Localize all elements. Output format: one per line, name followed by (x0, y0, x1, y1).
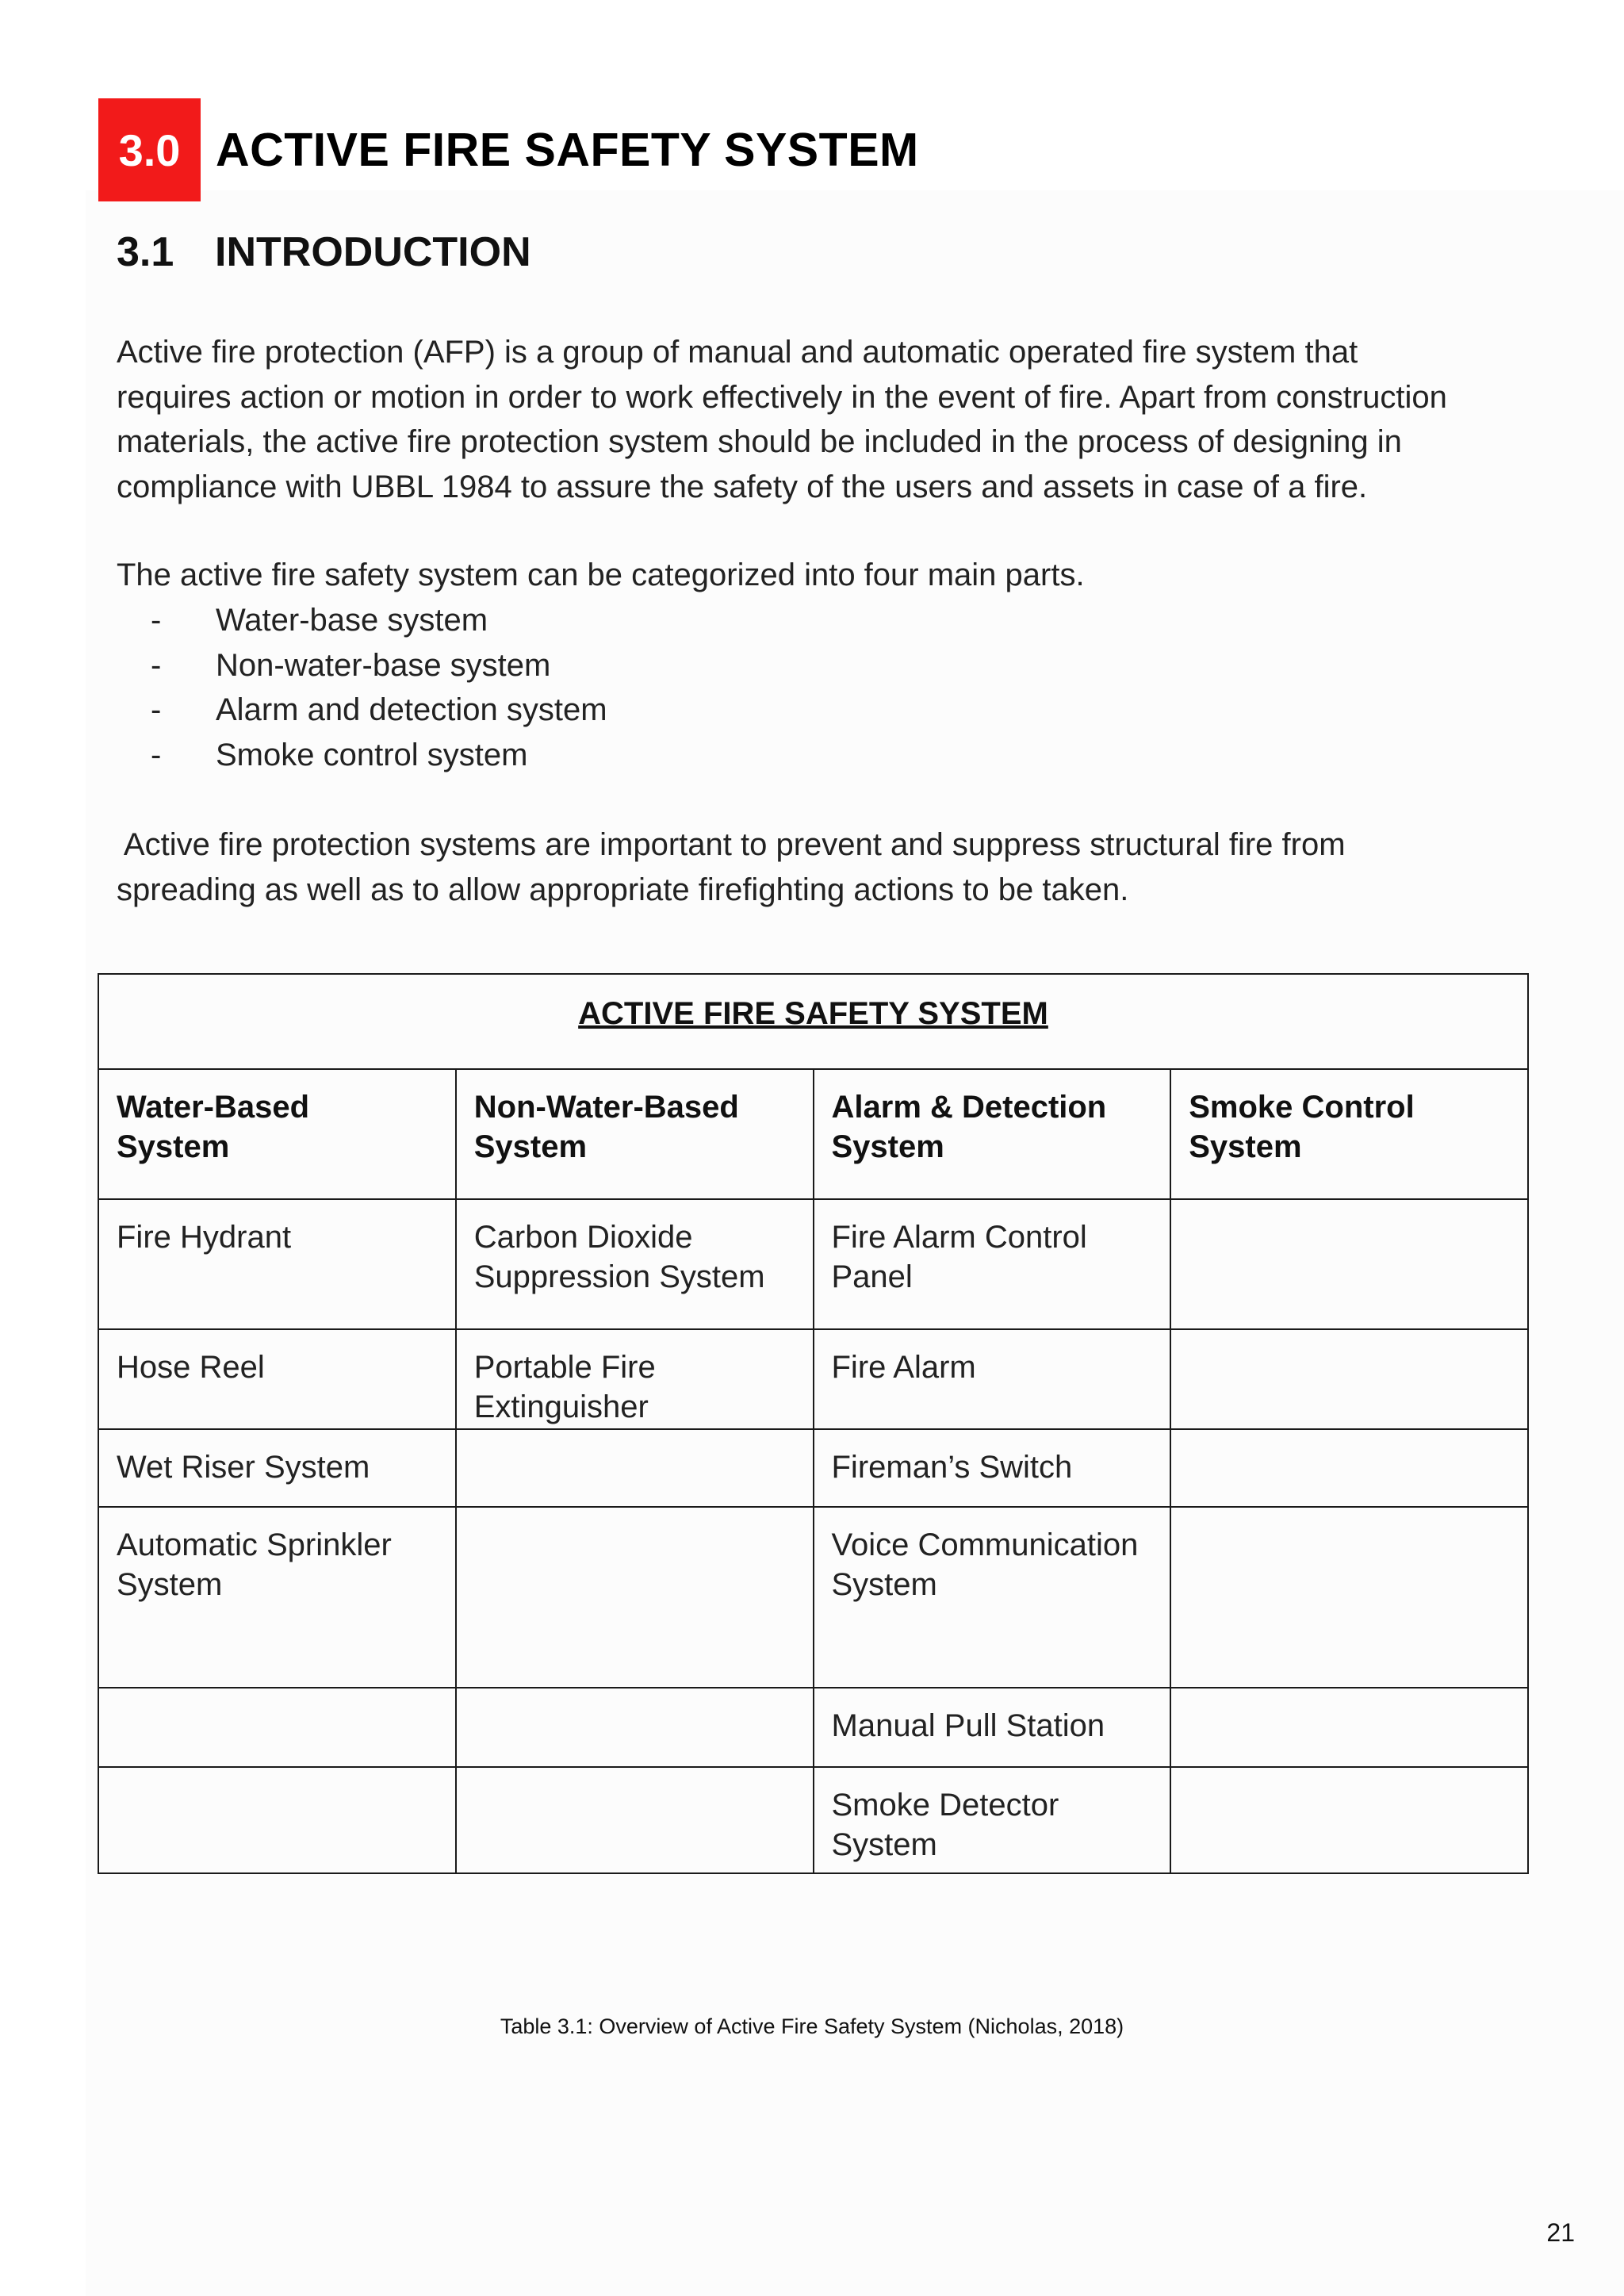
cell-line: System (831, 1567, 937, 1602)
intro-line: Active fire protection (AFP) is a group of manual and automatic operated fire system that (117, 335, 1358, 370)
list-item (151, 643, 607, 688)
table-caption: Table 3.1: Overview of Active Fire Safety System (Nicholas, 2018) (500, 2014, 1124, 2038)
list-marker: - (151, 647, 162, 683)
list-marker: - (151, 692, 162, 727)
cell-line: Manual Pull Station (831, 1708, 1105, 1743)
list-marker: - (151, 603, 162, 638)
table-cell (814, 1329, 1171, 1429)
cell-line: Extinguisher (473, 1389, 649, 1424)
table-cell (98, 1199, 456, 1329)
cell-line: Wet Riser System (117, 1450, 370, 1485)
table-cell (814, 1688, 1171, 1767)
column-header (98, 1069, 456, 1199)
header-line: Water-Based (117, 1090, 310, 1125)
table-cell-empty (1170, 1688, 1528, 1767)
cell-line: Smoke Detector (831, 1788, 1059, 1823)
section-title: ACTIVE FIRE SAFETY SYSTEM (216, 124, 919, 176)
header-line: System (473, 1129, 588, 1164)
table-cell (98, 1329, 456, 1429)
list-item (151, 598, 607, 643)
table-cell (814, 1429, 1171, 1507)
table-cell-empty (456, 1767, 814, 1873)
intro-paragraph (117, 330, 1512, 509)
cell-line: Automatic Sprinkler (117, 1527, 392, 1562)
header-line: Alarm & Detection (831, 1090, 1107, 1125)
page-number: 21 (1546, 2218, 1575, 2247)
cell-line: Fire Hydrant (117, 1220, 292, 1255)
table-cell (98, 1507, 456, 1688)
subsection-number: 3.1 (117, 229, 174, 275)
subsection-header (117, 228, 531, 276)
header-line: Smoke Control (1189, 1090, 1415, 1125)
table-cell (814, 1767, 1171, 1873)
cell-line: Fire Alarm (831, 1350, 976, 1385)
importance-line: spreading as well as to allow appropriate firefighting actions to be taken. (117, 872, 1129, 907)
intro-line: materials, the active fire protection system should be included in the process of designing in (117, 424, 1402, 459)
section-header (98, 98, 919, 201)
section-number-badge: 3.0 (98, 98, 201, 201)
table-row (98, 1329, 1528, 1429)
importance-paragraph (117, 822, 1512, 912)
header-line: System (117, 1129, 230, 1164)
list-item-text: Water-base system (216, 603, 488, 638)
intro-line: compliance with UBBL 1984 to assure the safety of the users and assets in case of a fire. (117, 469, 1368, 504)
column-header (814, 1069, 1171, 1199)
cell-line: Suppression System (473, 1259, 765, 1294)
header-line: System (831, 1129, 944, 1164)
list-item-text: Non-water-base system (216, 647, 551, 683)
cell-line: Fireman’s Switch (831, 1450, 1073, 1485)
list-item (151, 688, 607, 733)
table-cell-empty (98, 1767, 456, 1873)
cell-line: System (831, 1827, 937, 1862)
table-row (98, 1199, 1528, 1329)
table-cell (814, 1507, 1171, 1688)
category-list (151, 598, 607, 777)
table-cell-empty (98, 1688, 456, 1767)
table-title: ACTIVE FIRE SAFETY SYSTEM (578, 996, 1048, 1031)
header-line: Non-Water-Based (473, 1090, 739, 1125)
table-cell-empty (1170, 1329, 1528, 1429)
table-cell-empty (456, 1688, 814, 1767)
cell-line: Voice Communication (831, 1527, 1139, 1562)
table-cell-empty (1170, 1199, 1528, 1329)
column-header (456, 1069, 814, 1199)
table-row (98, 1688, 1528, 1767)
cell-line: Panel (831, 1259, 913, 1294)
table-row (98, 1507, 1528, 1688)
overview-table (98, 973, 1529, 1874)
table-title-row (98, 974, 1528, 1069)
table-row (98, 1767, 1528, 1873)
intro-line: requires action or motion in order to work effectively in the event of fire. Apart from construction (117, 379, 1447, 415)
subsection-title: INTRODUCTION (215, 229, 531, 275)
header-line: System (1189, 1129, 1302, 1164)
cell-line: Carbon Dioxide (473, 1220, 693, 1255)
table-cell (456, 1199, 814, 1329)
cell-line: Hose Reel (117, 1350, 265, 1385)
table-cell-empty (456, 1507, 814, 1688)
table-cell (814, 1199, 1171, 1329)
table-cell-empty (1170, 1507, 1528, 1688)
table-cell-empty (456, 1429, 814, 1507)
cell-line: System (117, 1567, 223, 1602)
table-cell (98, 1429, 456, 1507)
importance-line: Active fire protection systems are important to prevent and suppress structural fire from (117, 827, 1346, 862)
list-item-text: Alarm and detection system (216, 692, 607, 727)
list-item (151, 733, 607, 778)
cell-line: Portable Fire (473, 1350, 656, 1385)
table-cell (456, 1329, 814, 1429)
table-cell-empty (1170, 1767, 1528, 1873)
table-row (98, 1429, 1528, 1507)
table-header-row (98, 1069, 1528, 1199)
categories-intro: The active fire safety system can be categorized into four main parts. (117, 558, 1085, 592)
table-title-cell (98, 974, 1528, 1069)
list-item-text: Smoke control system (216, 737, 528, 772)
cell-line: Fire Alarm Control (831, 1220, 1087, 1255)
column-header (1170, 1069, 1528, 1199)
table-cell-empty (1170, 1429, 1528, 1507)
list-marker: - (151, 737, 162, 772)
